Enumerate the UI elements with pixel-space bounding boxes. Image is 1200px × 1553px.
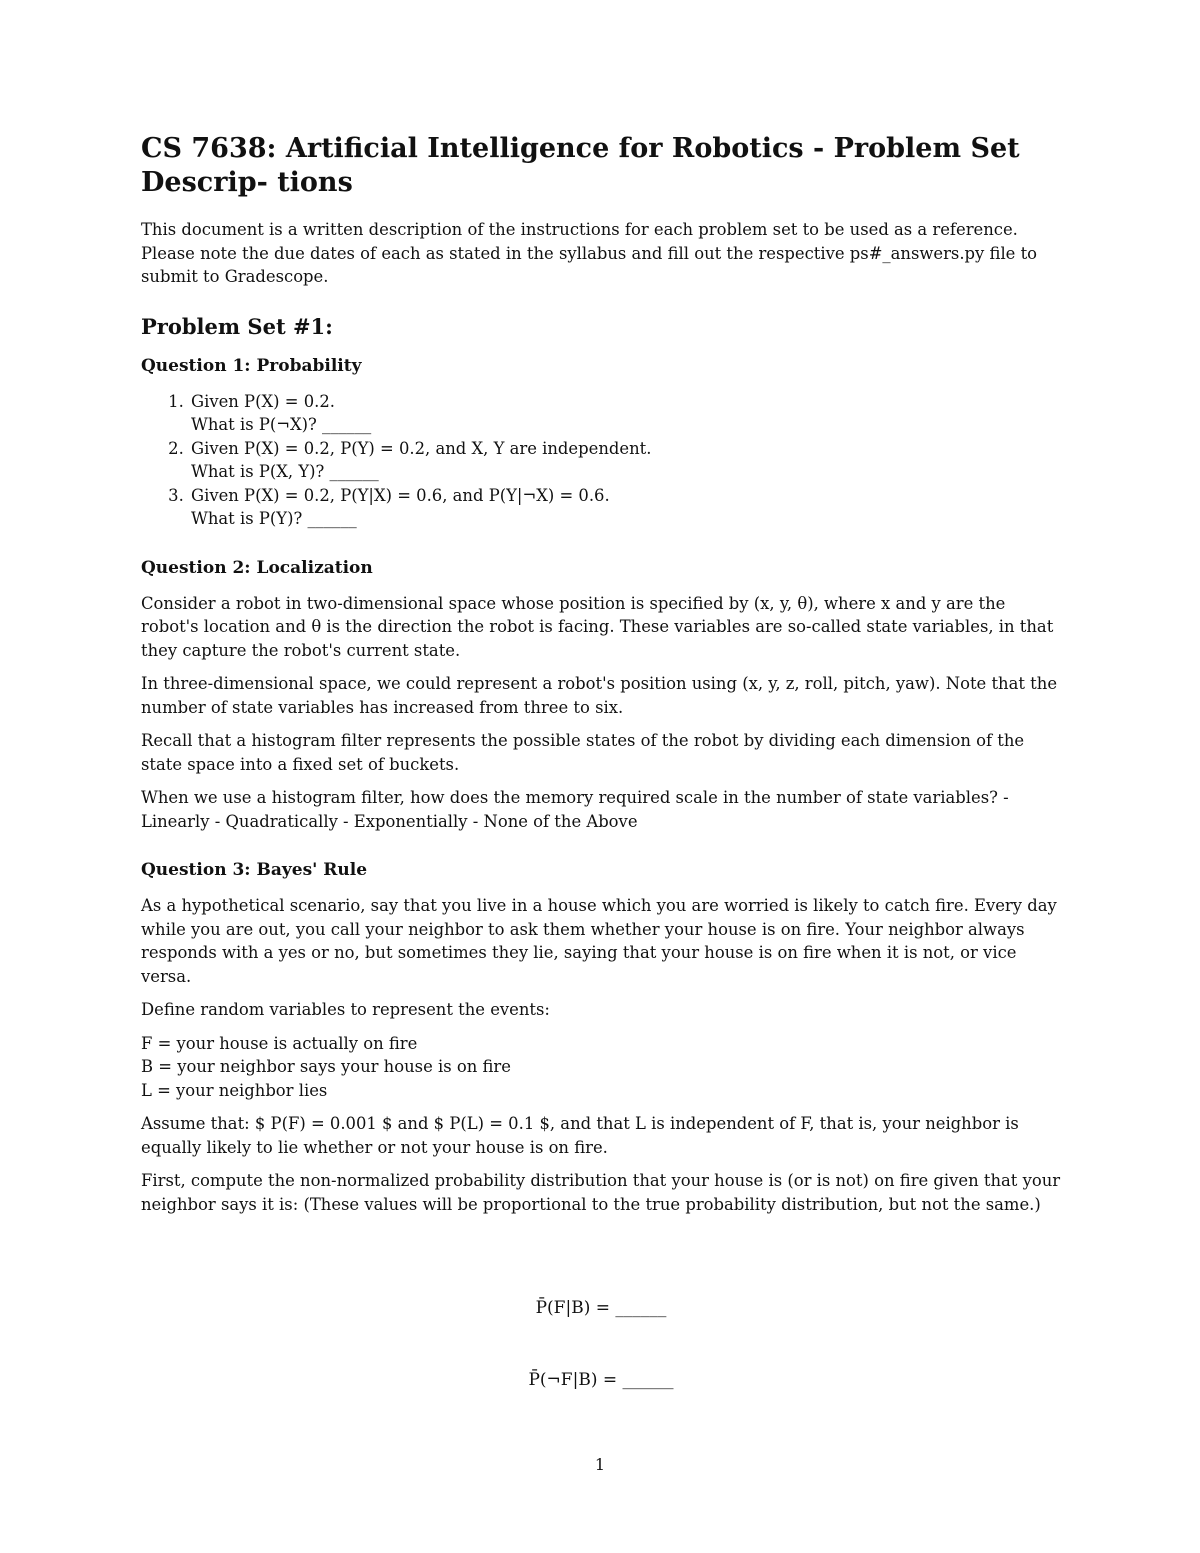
question-2-heading: Question 2: Localization <box>141 557 373 578</box>
question-3-heading: Question 3: Bayes' Rule <box>141 860 368 880</box>
problem-set-heading: Problem Set #1: <box>141 313 333 339</box>
variable-definition: B = your neighbor says your house is on fire <box>141 1057 511 1076</box>
question-1-list <box>141 390 1061 531</box>
question-2-paragraph: When we use a histogram filter, how does the memory required scale in the number of state variables? - Linearly - Quadratically - Exponentially - None of the Above <box>141 788 1009 831</box>
item-line: Given P(X) = 0.2, P(Y) = 0.2, and X, Y are independent. <box>191 438 652 458</box>
document-title: CS 7638: Artificial Intelligence for Robotics - Problem Set Descrip- tions <box>141 133 1020 198</box>
variable-definition: L = your neighbor lies <box>141 1080 328 1100</box>
question-3-paragraph: As a hypothetical scenario, say that you live in a house which you are worried is likely to catch fire. Every day while you are out, you call your neighbor to ask them whether your house is on fire. Your neighbor always responds with a yes or no, but sometimes they lie, saying that your house is on fire when it is not, or vice versa. <box>141 896 1057 986</box>
question-1-heading: Question 1: Probability <box>141 355 362 376</box>
item-line: What is P(X, Y)? ______ <box>191 462 379 481</box>
variable-definition: F = your house is actually on fire <box>141 1033 418 1053</box>
document-page <box>141 132 1061 1226</box>
variable-definitions <box>141 1032 1061 1103</box>
question-3-paragraph: Define random variables to represent the events: <box>141 1000 550 1019</box>
question-1-item <box>189 484 1061 531</box>
question-2-paragraph: Recall that a histogram filter represents the possible states of the robot by dividing each dimension of the state space into a fixed set of buckets. <box>141 731 1025 774</box>
equation-not-f-given-b: P̄(¬F|B) = ______ <box>528 1370 674 1390</box>
question-2-paragraph: In three-dimensional space, we could represent a robot's position using (x, y, z, roll, pitch, yaw). Note that the number of state variables has increased from three to six. <box>141 674 1058 717</box>
question-3-paragraph: Assume that: $ P(F) = 0.001 $ and $ P(L) = 0.1 $, and that L is independent of F, that is, your neighbor is equally likely to lie whether or not your house is on fire. <box>141 1114 1019 1157</box>
page-number: 1 <box>594 1455 606 1474</box>
item-line: What is P(Y)? ______ <box>191 509 357 528</box>
question-2-paragraph: Consider a robot in two-dimensional space whose position is specified by (x, y, θ), where x and y are the robot's location and θ is the direction the robot is facing. These variables are so-called state variables, in that they capture the robot's current state. <box>141 593 1054 660</box>
equation-f-given-b: P̄(F|B) = ______ <box>535 1298 667 1318</box>
item-line: What is P(¬X)? ______ <box>191 415 372 434</box>
intro-paragraph: This document is a written description of the instructions for each problem set to be used as a reference. Please note the due dates of each as stated in the syllabus and fill out the respective ps#_answers.py file to submit to Gradescope. <box>141 220 1038 286</box>
item-line: Given P(X) = 0.2. <box>191 391 335 411</box>
item-line: Given P(X) = 0.2, P(Y|X) = 0.6, and P(Y|¬X) = 0.6. <box>191 485 610 505</box>
question-1-item <box>189 390 1061 437</box>
question-3-paragraph: First, compute the non-normalized probability distribution that your house is (or is not) on fire given that your neighbor says it is: (These values will be proportional to the true probability distribution, but not the same.) <box>141 1171 1061 1214</box>
question-1-item <box>189 437 1061 484</box>
